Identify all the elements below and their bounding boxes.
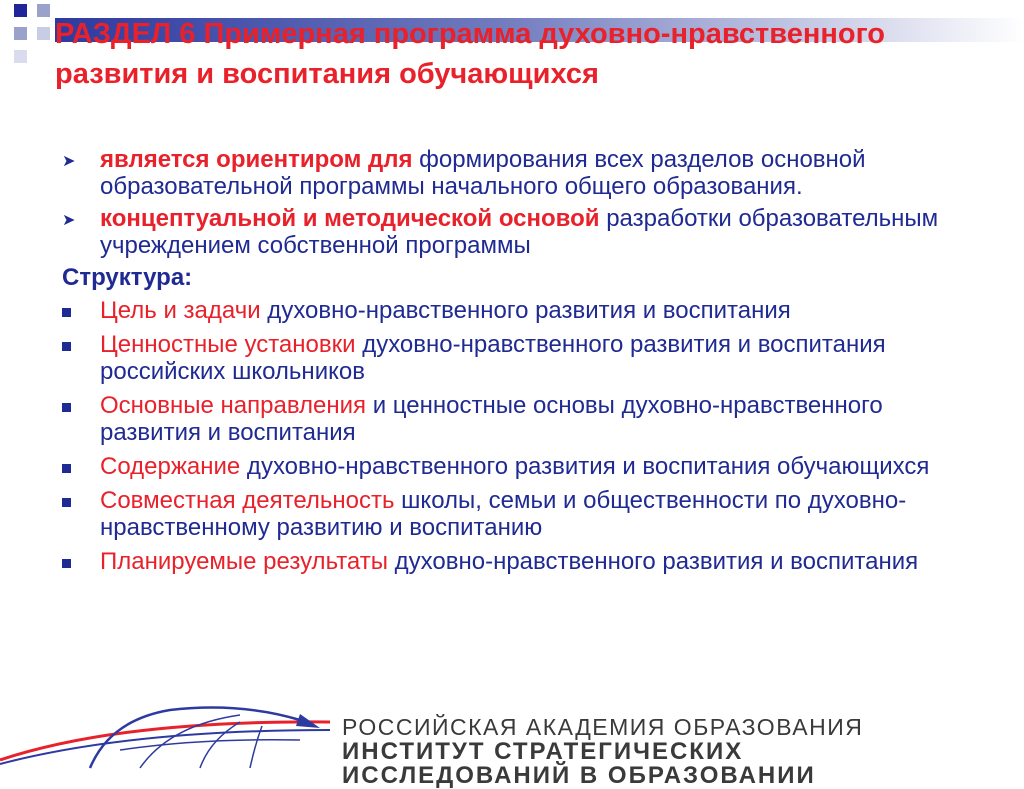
square-bullet-icon bbox=[62, 342, 71, 351]
footer-line-3: ИССЛЕДОВАНИЙ В ОБРАЗОВАНИИ bbox=[342, 762, 816, 789]
square-bullet-icon bbox=[62, 559, 71, 568]
institute-name bbox=[342, 714, 1024, 789]
square-bullet-icon bbox=[62, 498, 71, 507]
list-item bbox=[62, 487, 962, 541]
slide-title: РАЗДЕЛ 6 Примерная программа духовно-нравственного развития и воспитания обучающихся bbox=[55, 18, 885, 90]
item-text: духовно-нравственного развития и воспитания российских школьников bbox=[100, 331, 886, 385]
slide-content bbox=[62, 146, 962, 582]
item-highlight: Совместная деятельность bbox=[100, 487, 395, 514]
decor-square bbox=[14, 27, 27, 40]
item-highlight: Содержание bbox=[100, 453, 241, 480]
item-highlight: концептуальной и методической основой bbox=[100, 205, 600, 232]
list-item bbox=[62, 297, 962, 324]
decor-square bbox=[14, 50, 27, 63]
arrowhead-bullet-icon: ➤ bbox=[62, 212, 76, 229]
item-text: духовно-нравственного развития и воспитания bbox=[260, 297, 791, 324]
item-highlight: Цель и задачи bbox=[100, 297, 261, 324]
decor-square bbox=[37, 4, 50, 17]
decor-square bbox=[14, 4, 27, 17]
item-text: и ценностные основы духовно-нравственного развития и воспитания bbox=[100, 392, 883, 446]
item-text: разработки образовательным учреждением собственной программы bbox=[100, 205, 939, 259]
intro-list bbox=[62, 146, 962, 259]
decor-square bbox=[37, 27, 50, 40]
square-bullet-icon bbox=[62, 464, 71, 473]
list-item bbox=[62, 453, 962, 480]
item-highlight: Основные направления bbox=[100, 392, 367, 419]
item-text: формирования всех разделов основной образовательной программы начального общего образования. bbox=[100, 146, 866, 200]
structure-heading: Структура: bbox=[62, 264, 193, 291]
item-highlight: Ценностные установки bbox=[100, 331, 356, 358]
square-bullet-icon bbox=[62, 308, 71, 317]
item-highlight: является ориентиром для bbox=[100, 146, 413, 173]
footer-line-1: РОССИЙСКАЯ АКАДЕМИЯ ОБРАЗОВАНИЯ bbox=[342, 714, 864, 740]
item-text: духовно-нравственного развития и воспитания bbox=[387, 548, 919, 575]
list-item bbox=[62, 205, 962, 259]
globe-logo-icon bbox=[0, 700, 340, 768]
footer-line-2: ИНСТИТУТ СТРАТЕГИЧЕСКИХ bbox=[342, 738, 744, 765]
list-item bbox=[62, 146, 962, 200]
list-item bbox=[62, 548, 962, 575]
item-highlight: Планируемые результаты bbox=[100, 548, 388, 575]
square-bullet-icon bbox=[62, 403, 71, 412]
list-item bbox=[62, 392, 962, 446]
list-item bbox=[62, 331, 962, 385]
arrowhead-bullet-icon: ➤ bbox=[62, 153, 76, 170]
item-text: школы, семьи и общественности по духовно-нравственному развитию и воспитанию bbox=[100, 487, 907, 541]
item-text: духовно-нравственного развития и воспитания обучающихся bbox=[240, 453, 930, 480]
structure-list bbox=[62, 297, 962, 575]
